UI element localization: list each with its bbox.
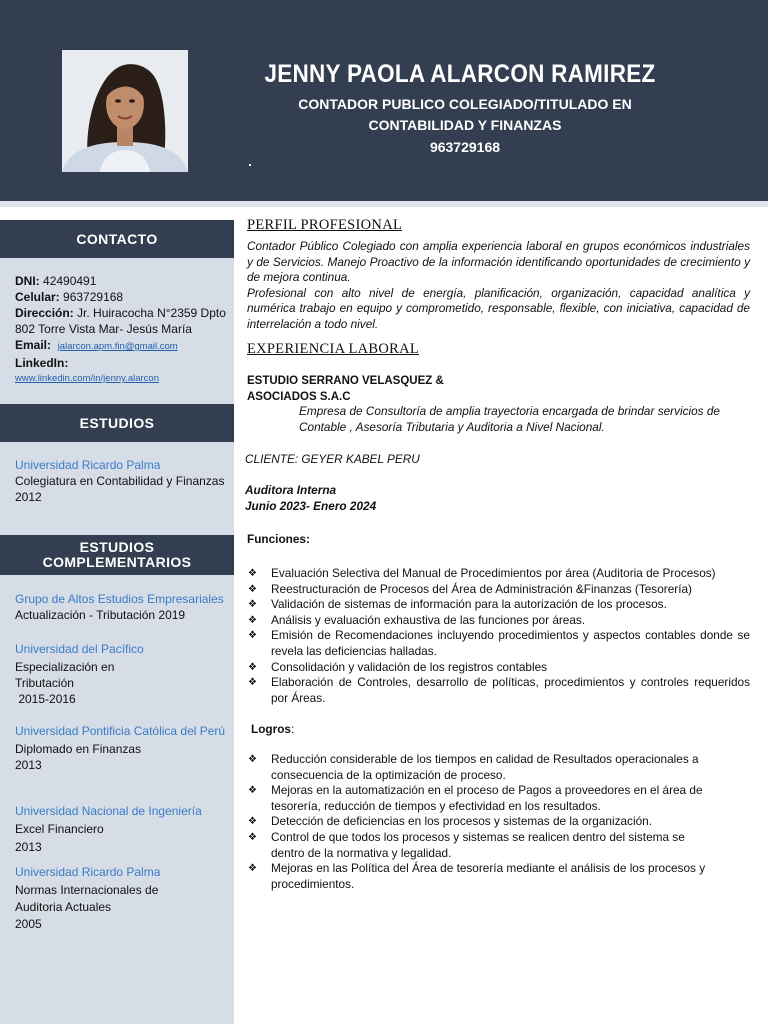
bullet-item: [247, 752, 717, 783]
comp-year: 2013: [15, 840, 42, 854]
comp-program: Actualización - Tributación 2019: [15, 608, 186, 622]
complementarios-heading-line2: COMPLEMENTARIOS: [42, 554, 192, 570]
diamond-bullet-icon: ❖: [248, 863, 257, 875]
complementarios-item: [15, 803, 230, 855]
comp-year: 2013: [15, 758, 42, 772]
company-description: [299, 404, 749, 435]
email-label: Email:: [15, 338, 52, 352]
diamond-bullet-icon: ❖: [248, 754, 257, 765]
role-period: Junio 2023- Enero 2024: [245, 499, 377, 513]
funciones-list: [247, 566, 750, 706]
diamond-bullet-icon: ❖: [248, 831, 257, 843]
logros-list: [247, 752, 717, 892]
profile-photo-image: [62, 50, 188, 172]
direccion-label: Dirección:: [15, 306, 74, 320]
estudios-year: 2012: [15, 490, 42, 504]
contact-block: [15, 273, 230, 385]
bullet-text: Reestructuración de Procesos del Área de Administración &Finanzas (Tesorería): [271, 581, 692, 596]
bullet-item: [247, 783, 717, 814]
bullet-item: [247, 582, 750, 598]
comp-program: Excel Financiero: [15, 822, 104, 836]
experiencia-title: EXPERIENCIA LABORAL: [247, 341, 420, 357]
professional-title-line2: CONTABILIDAD Y FINANZAS: [368, 117, 562, 133]
header-dot: [249, 164, 251, 166]
bullet-item: [247, 675, 750, 706]
perfil-paragraph-2: Profesional con alto nivel de energía, planificación, organización, capacidad analítica y numérica trabajo en equipo y comprometido, responsable, flexible, con iniciativa, capacidad de interrelación a todo nivel.: [247, 285, 750, 331]
bullet-text: Análisis y evaluación exhaustiva de las funciones por áreas.: [271, 612, 586, 627]
diamond-bullet-icon: ❖: [248, 583, 257, 595]
company-name: [247, 374, 444, 405]
comp-institution: Universidad del Pacífico: [15, 642, 144, 656]
complementarios-item: [15, 723, 230, 773]
funciones-label: Funciones:: [247, 532, 310, 546]
perfil-title: PERFIL PROFESIONAL: [247, 217, 403, 233]
diamond-bullet-icon: ❖: [248, 630, 257, 642]
header-banner: [0, 0, 768, 201]
dni-row: [15, 273, 230, 289]
complementarios-item: [15, 641, 145, 707]
bullet-text: Control de que todos los procesos y sistemas se realicen dentro del sistema se dentro de la normativa y legalidad.: [271, 829, 685, 860]
bullet-item: [247, 566, 750, 582]
email-row: [15, 337, 230, 355]
comp-program: Normas Internacionales de Auditoria Actuales: [15, 883, 159, 914]
bullet-item: [247, 814, 717, 830]
diamond-bullet-icon: ❖: [248, 785, 257, 797]
contact-heading: CONTACTO: [0, 220, 234, 258]
dni-label: DNI:: [15, 274, 40, 288]
profile-photo: [62, 50, 188, 172]
bullet-text: Evaluación Selectiva del Manual de Procedimientos por área (Auditoria de Procesos): [271, 566, 716, 580]
diamond-bullet-icon: ❖: [248, 568, 257, 579]
celular-label: Celular:: [15, 290, 60, 304]
bullet-text: Emisión de Recomendaciones incluyendo procedimientos y aspectos contables donde se revela las deficiencias halladas.: [271, 628, 750, 658]
complementarios-heading-line1: ESTUDIOS: [79, 539, 155, 555]
comp-year: 2015-2016: [15, 692, 76, 706]
bullet-item: [247, 597, 750, 613]
header-divider: [0, 201, 768, 207]
linkedin-label: LinkedIn:: [15, 356, 69, 370]
bullet-item: [247, 628, 750, 659]
professional-title: [260, 94, 670, 136]
linkedin-url-row: [15, 371, 230, 385]
complementarios-heading: [0, 535, 234, 575]
role-title: Auditora Interna: [245, 483, 337, 497]
bullet-item: [247, 861, 717, 892]
candidate-name: JENNY PAOLA ALARCON RAMIREZ: [264, 60, 656, 88]
comp-institution: Universidad Pontificia Católica del Perú: [15, 724, 226, 738]
direccion-row: [15, 305, 230, 337]
dni-value: 42490491: [43, 274, 97, 288]
direccion-value: Jr. Huiracocha N°2359 Dpto 802 Torre Vista Mar- Jesús María: [15, 306, 226, 336]
comp-institution: Universidad Ricardo Palma: [15, 865, 161, 879]
complementarios-item: [15, 864, 175, 932]
bullet-text: Elaboración de Controles, desarrollo de políticas, procedimientos y controles requeridos por Áreas.: [271, 675, 750, 705]
diamond-bullet-icon: ❖: [248, 816, 257, 828]
professional-title-line1: CONTADOR PUBLICO COLEGIADO/TITULADO EN: [298, 96, 632, 112]
diamond-bullet-icon: ❖: [248, 599, 257, 611]
celular-value: 963729168: [63, 290, 124, 304]
company-name-line2: ASOCIADOS S.A.C: [247, 390, 351, 403]
bullet-text: Reducción considerable de los tiempos en calidad de Resultados operacionales a consecuencia de la optimización de proceso.: [271, 752, 699, 782]
logros-label-row: Logros:: [251, 722, 295, 736]
perfil-paragraph-1: Contador Público Colegiado con amplia experiencia laboral en grupos económicos industriales y de Servicios. Manejo Proactivo de la información identificando oportunidades de crecimiento y de mejora continua.: [247, 239, 750, 285]
client-line: CLIENTE: GEYER KABEL PERU: [245, 452, 420, 466]
bullet-text: Mejoras en la automatización en el proceso de Pagos a proveedores en el área de tesorería, reducción de tiempos y efectividad en los resultados.: [271, 783, 703, 813]
complementarios-item: [15, 591, 230, 623]
logros-label: Logros: [251, 722, 291, 736]
bullet-text: Detección de deficiencias en los procesos y sistemas de la organización.: [271, 814, 652, 829]
company-name-line1: ESTUDIO SERRANO VELASQUEZ &: [247, 375, 444, 387]
diamond-bullet-icon: ❖: [248, 614, 257, 626]
estudios-block: [15, 457, 230, 505]
celular-row: [15, 289, 230, 305]
bullet-text: Consolidación y validación de los registros contables: [271, 659, 548, 674]
comp-institution: Grupo de Altos Estudios Empresariales: [15, 592, 224, 606]
bullet-text: Mejoras en las Política del Área de tesorería mediante el análisis de los procesos y procedimientos.: [271, 861, 706, 891]
diamond-bullet-icon: ❖: [248, 677, 257, 689]
bullet-item: [247, 613, 750, 629]
linkedin-row: [15, 355, 230, 371]
comp-institution: Universidad Nacional de Ingeniería: [15, 804, 202, 818]
comp-program: Diplomado en Finanzas: [15, 742, 142, 756]
perfil-text: [247, 239, 750, 333]
email-link[interactable]: jalarcon.apm.fin@gmail.com: [57, 341, 178, 352]
diamond-bullet-icon: ❖: [248, 661, 257, 673]
bullet-text: Validación de sistemas de información para la autorización de los procesos.: [271, 597, 667, 612]
bullet-item: [247, 830, 717, 861]
linkedin-link[interactable]: www.linkedin.com/in/jenny.alarcon: [15, 373, 159, 384]
bullet-item: [247, 660, 750, 676]
header-phone: 963729168: [429, 139, 501, 155]
comp-year: 2005: [15, 917, 42, 931]
company-description-text: Empresa de Consultoría de amplia trayectoria encargada de brindar servicios de Contable , Asesoría Tributaria y Auditoria a Nivel Nacional.: [299, 404, 720, 434]
estudios-degree: Colegiatura en Contabilidad y Finanzas: [15, 474, 225, 488]
estudios-heading: ESTUDIOS: [0, 404, 234, 442]
comp-program: Especialización en Tributación: [15, 660, 115, 690]
estudios-university: Universidad Ricardo Palma: [15, 458, 161, 472]
